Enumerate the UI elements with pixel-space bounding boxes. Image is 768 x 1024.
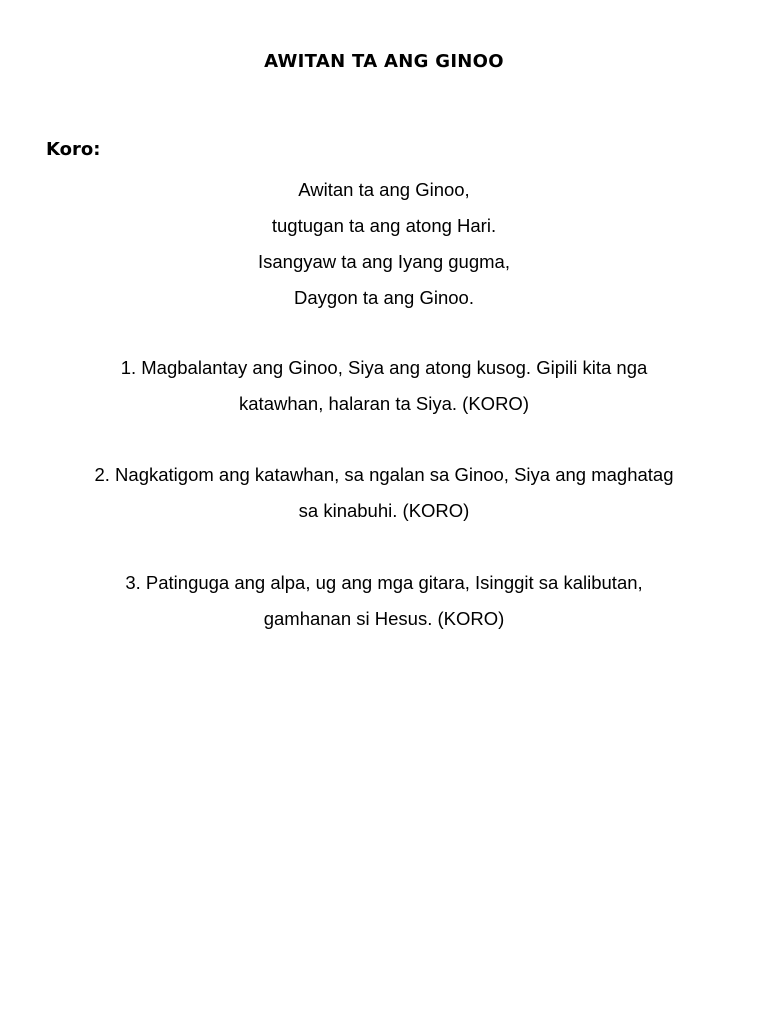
page-title: AWITAN TA ANG GINOO xyxy=(264,51,504,72)
chorus-line: tugtugan ta ang atong Hari. xyxy=(271,215,497,236)
chorus-line: Isangyaw ta ang Iyang gugma, xyxy=(258,251,510,272)
verse-line: sa kinabuhi. (KORO) xyxy=(298,500,470,521)
chorus-line: Awitan ta ang Ginoo, xyxy=(298,179,470,200)
chorus-label: Koro: xyxy=(46,139,101,160)
verse-line: 1. Magbalantay ang Ginoo, Siya ang atong kusog. Gipili kita nga xyxy=(120,357,648,378)
verse-1 xyxy=(70,350,698,422)
verse-line: katawhan, halaran ta Siya. (KORO) xyxy=(239,393,529,414)
verse-line: 2. Nagkatigom ang katawhan, sa ngalan sa Ginoo, Siya ang maghatag xyxy=(94,464,674,485)
verse-2 xyxy=(70,457,698,529)
chorus-block xyxy=(0,172,768,316)
chorus-line: Daygon ta ang Ginoo. xyxy=(294,287,474,308)
verse-3 xyxy=(70,565,698,637)
verse-line: gamhanan si Hesus. (KORO) xyxy=(263,608,505,629)
verse-line: 3. Patinguga ang alpa, ug ang mga gitara, Isinggit sa kalibutan, xyxy=(125,572,643,593)
